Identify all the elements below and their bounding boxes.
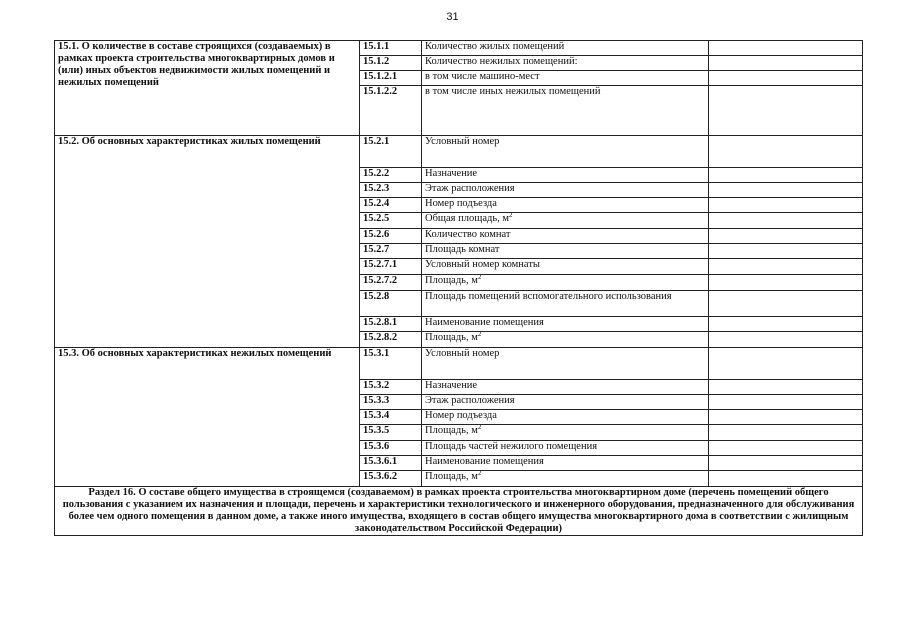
section-16-heading: Раздел 16. О составе общего имущества в строящемся (создаваемом) в рамках проекта строительства многоквартирном доме (перечень помещений общего пользования с указанием их назначения и площади, перечень и характеристики технологического и инженерного оборудования, предназначенного для обслуживания более чем одного помещения в данном доме, а также иного имущества, входящего в состав общего имущества многоквартирного дома в соответствии с жилищным законодательством Российской Федерации)	[55, 487, 863, 536]
item-name	[422, 317, 709, 332]
item-name-text: Номер подъезда	[425, 410, 497, 421]
item-name-text: Количество жилых помещений	[425, 41, 565, 52]
item-name	[422, 471, 709, 487]
item-name	[422, 425, 709, 441]
item-name-text: Условный номер комнаты	[425, 259, 540, 270]
item-value-cell[interactable]	[709, 168, 863, 183]
unit-superscript: 2	[477, 424, 482, 431]
item-name-text: Условный номер	[425, 348, 500, 359]
item-name-text: Наименование помещения	[425, 317, 544, 328]
item-value-cell[interactable]	[709, 41, 863, 56]
unit-superscript: 2	[477, 274, 482, 281]
item-code: 15.1.1	[360, 41, 422, 56]
item-code: 15.2.8	[360, 291, 422, 317]
item-name	[422, 259, 709, 275]
item-code: 15.1.2.2	[360, 86, 422, 136]
unit-superscript: 2	[509, 212, 513, 219]
item-name-text: Площадь, м	[425, 471, 478, 482]
item-name-text: Этаж расположения	[425, 395, 515, 406]
item-value-cell[interactable]	[709, 395, 863, 410]
item-name-text: Условный номер	[425, 136, 500, 147]
item-value-cell[interactable]	[709, 317, 863, 332]
item-code: 15.2.6	[360, 229, 422, 244]
item-code: 15.3.3	[360, 395, 422, 410]
item-code: 15.2.2	[360, 168, 422, 183]
item-value-cell[interactable]	[709, 244, 863, 259]
item-value-cell[interactable]	[709, 471, 863, 487]
item-value-cell[interactable]	[709, 136, 863, 168]
item-code: 15.2.3	[360, 183, 422, 198]
item-code: 15.3.6	[360, 441, 422, 456]
item-name	[422, 136, 709, 168]
section-title: 15.2. Об основных характеристиках жилых помещений	[55, 136, 360, 348]
item-name-text: Площадь, м	[425, 275, 478, 286]
item-name-text: Назначение	[425, 168, 478, 179]
item-code: 15.3.6.1	[360, 456, 422, 471]
item-value-cell[interactable]	[709, 275, 863, 291]
item-code: 15.3.2	[360, 380, 422, 395]
item-name-text: в том числе иных нежилых помещений	[425, 86, 601, 97]
table-row	[55, 136, 863, 168]
item-code: 15.3.6.2	[360, 471, 422, 487]
item-name	[422, 291, 709, 317]
item-name-text: в том числе машино-мест	[425, 71, 540, 82]
item-code: 15.2.7.2	[360, 275, 422, 291]
item-name	[422, 441, 709, 456]
item-name	[422, 71, 709, 86]
section-title: 15.3. Об основных характеристиках нежилых помещений	[55, 348, 360, 487]
footer-row	[55, 487, 863, 536]
item-name	[422, 41, 709, 56]
item-name-text: Площадь частей нежилого помещения	[425, 441, 598, 452]
item-name-text: Общая площадь, м	[425, 213, 510, 224]
item-name-text: Площадь комнат	[425, 244, 500, 255]
item-name-text: Номер подъезда	[425, 198, 497, 209]
item-code: 15.3.1	[360, 348, 422, 380]
item-name-text: Площадь, м	[425, 332, 478, 343]
item-name	[422, 456, 709, 471]
item-name	[422, 198, 709, 213]
item-name-text: Этаж расположения	[425, 183, 515, 194]
item-value-cell[interactable]	[709, 198, 863, 213]
item-name	[422, 229, 709, 244]
item-value-cell[interactable]	[709, 229, 863, 244]
item-value-cell[interactable]	[709, 348, 863, 380]
item-name-text: Количество комнат	[425, 229, 511, 240]
item-value-cell[interactable]	[709, 291, 863, 317]
item-value-cell[interactable]	[709, 410, 863, 425]
item-code: 15.2.4	[360, 198, 422, 213]
item-name	[422, 56, 709, 71]
item-code: 15.2.5	[360, 213, 422, 229]
page-number: 31	[446, 11, 459, 23]
item-code: 15.3.5	[360, 425, 422, 441]
item-value-cell[interactable]	[709, 56, 863, 71]
unit-superscript: 2	[477, 470, 482, 477]
item-code: 15.1.2.1	[360, 71, 422, 86]
item-value-cell[interactable]	[709, 456, 863, 471]
unit-superscript: 2	[477, 331, 482, 338]
item-code: 15.2.7	[360, 244, 422, 259]
item-value-cell[interactable]	[709, 86, 863, 136]
item-code: 15.2.7.1	[360, 259, 422, 275]
item-code: 15.3.4	[360, 410, 422, 425]
item-name	[422, 348, 709, 380]
item-value-cell[interactable]	[709, 213, 863, 229]
item-value-cell[interactable]	[709, 425, 863, 441]
item-code: 15.2.8.2	[360, 332, 422, 348]
item-name	[422, 86, 709, 136]
item-name	[422, 213, 709, 229]
item-value-cell[interactable]	[709, 71, 863, 86]
item-value-cell[interactable]	[709, 332, 863, 348]
item-code: 15.2.1	[360, 136, 422, 168]
item-name-text: Наименование помещения	[425, 456, 544, 467]
item-value-cell[interactable]	[709, 259, 863, 275]
item-name	[422, 183, 709, 198]
item-name-text: Назначение	[425, 380, 478, 391]
item-value-cell[interactable]	[709, 183, 863, 198]
item-value-cell[interactable]	[709, 380, 863, 395]
item-name	[422, 244, 709, 259]
item-name-text: Площадь помещений вспомогательного использования	[425, 291, 672, 302]
item-name-text: Количество нежилых помещений:	[425, 56, 578, 67]
item-name	[422, 275, 709, 291]
item-code: 15.1.2	[360, 56, 422, 71]
item-value-cell[interactable]	[709, 441, 863, 456]
form-table	[54, 40, 863, 536]
item-name-text: Площадь, м	[425, 425, 478, 436]
item-name	[422, 410, 709, 425]
item-name	[422, 168, 709, 183]
item-name	[422, 332, 709, 348]
item-name	[422, 395, 709, 410]
table-row	[55, 348, 863, 380]
item-code: 15.2.8.1	[360, 317, 422, 332]
item-name	[422, 380, 709, 395]
table-row	[55, 41, 863, 56]
section-title: 15.1. О количестве в составе строящихся (создаваемых) в рамках проекта строительства многоквартирных домов и (или) иных объектов недвижимости жилых помещений и нежилых помещений	[55, 41, 360, 136]
